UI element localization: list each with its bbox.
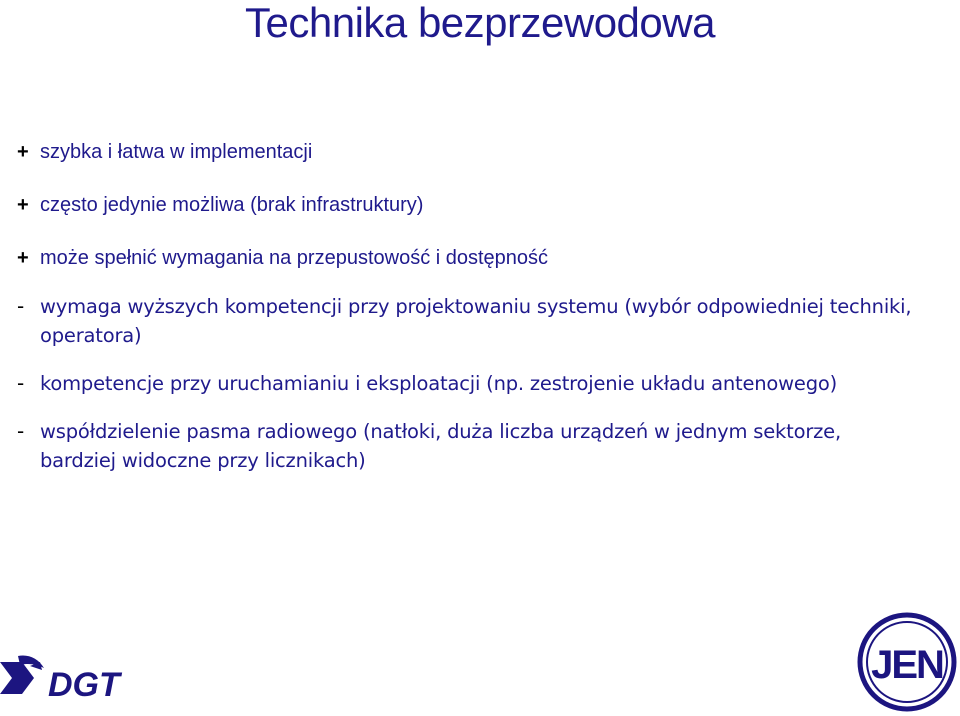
spacer [17, 220, 917, 244]
bullet-text: wymaga wyższych kompetencji przy projektowaniu systemu (wybór odpowiedniej techniki, operatora) [40, 295, 912, 347]
bullet-text: kompetencje przy uruchamianiu i eksploatacji (np. zestrojenie układu antenowego) [40, 372, 838, 395]
bullet-text: szybka i łatwa w implementacji [40, 141, 313, 163]
spacer [17, 398, 917, 417]
dgt-logo [0, 648, 160, 708]
spacer [17, 350, 917, 369]
bullet-text: często jedynie możliwa (brak infrastruktury) [40, 194, 424, 216]
jen-logo-wordmark: JEN [871, 643, 943, 687]
bullet-marker-plus: + [17, 194, 29, 216]
bullet-marker-minus: - [17, 371, 25, 395]
bullet-marker-plus: + [17, 141, 29, 163]
bullet-item [17, 369, 917, 398]
bullet-item [17, 244, 917, 273]
bullet-marker-minus: - [17, 419, 25, 443]
dgt-logo-wordmark: DGT [48, 666, 120, 704]
bullet-item [17, 138, 917, 167]
bullet-text: współdzielenie pasma radiowego (natłoki, duża liczba urządzeń w jednym sektorze, bardziej widoczne przy licznikach) [40, 420, 841, 472]
bullet-item [17, 417, 917, 475]
bullet-marker-minus: - [17, 294, 25, 318]
jen-logo [857, 612, 957, 712]
slide-title: Technika bezprzewodowa [245, 0, 715, 46]
spacer [17, 273, 917, 292]
spacer [17, 167, 917, 191]
bullet-item [17, 292, 917, 350]
bullet-item [17, 191, 917, 220]
bullet-marker-plus: + [17, 247, 29, 269]
bullet-text: może spełnić wymagania na przepustowość i dostępność [40, 247, 549, 269]
bullet-list [17, 138, 917, 475]
